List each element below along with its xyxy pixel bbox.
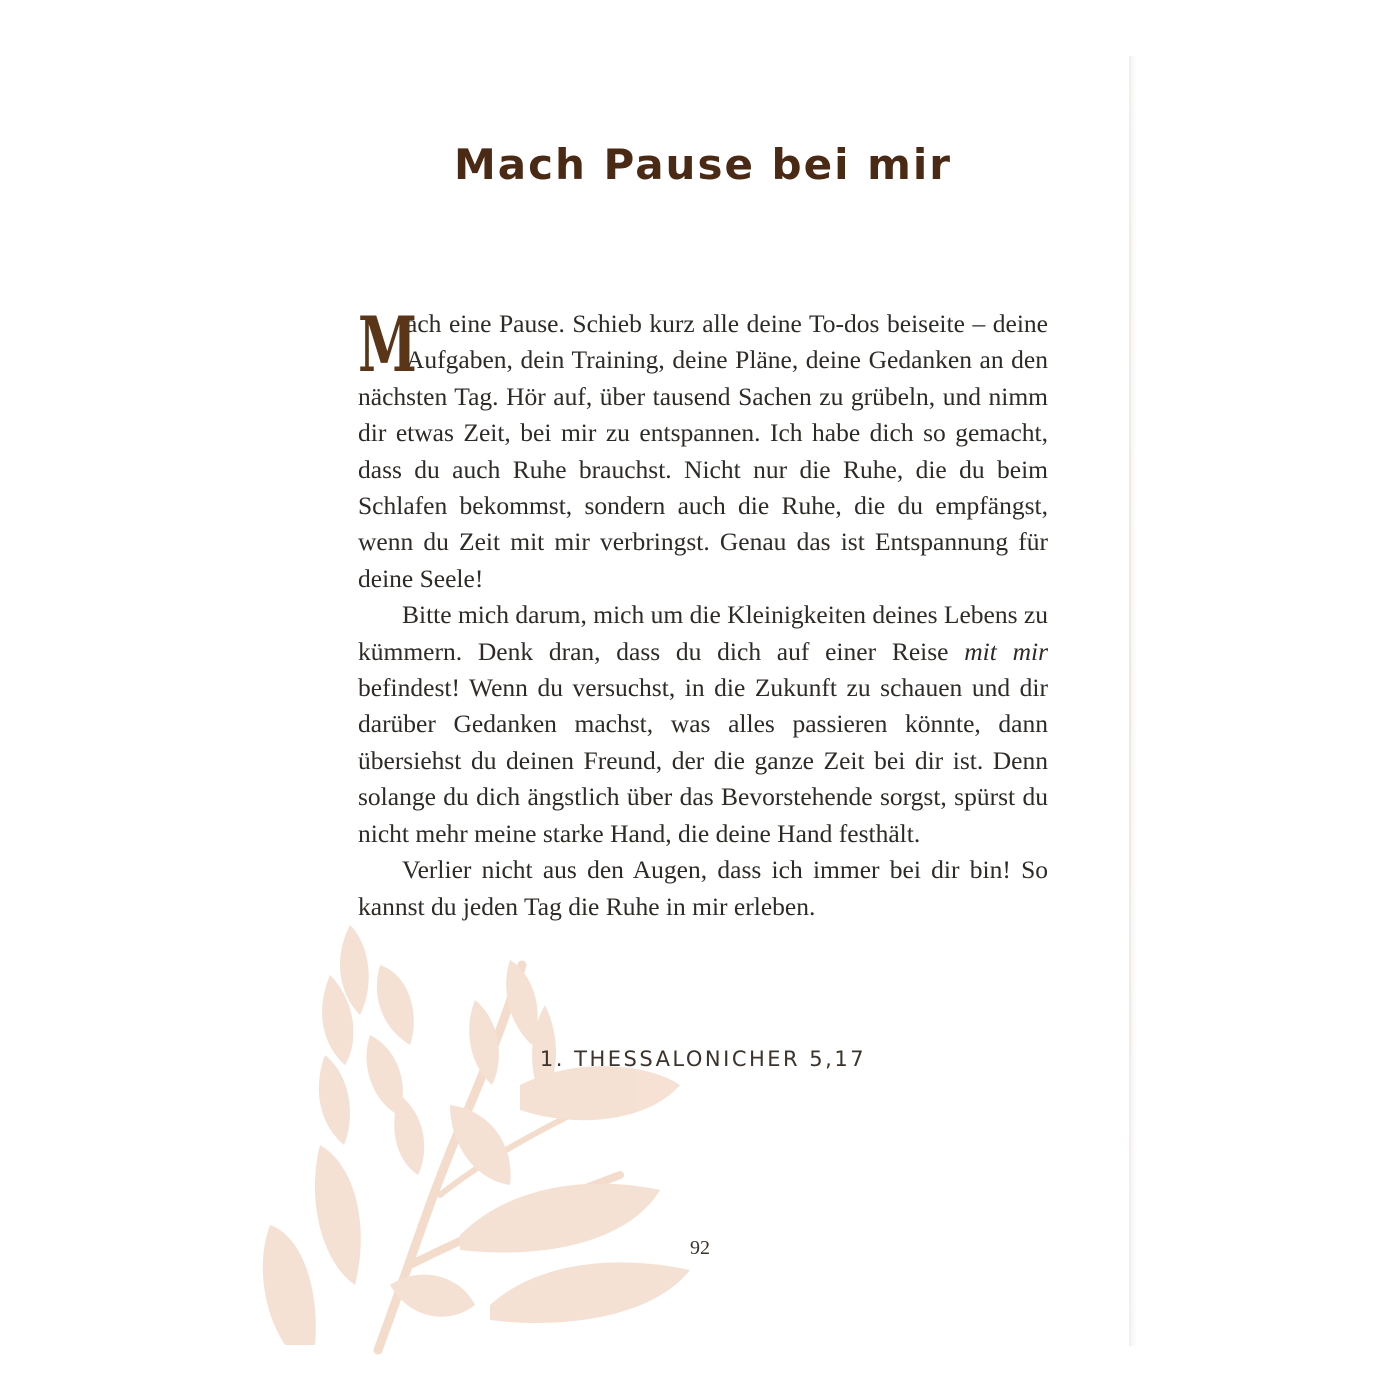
- page-number: 92: [690, 1237, 710, 1259]
- paragraph-1: [358, 300, 1048, 597]
- page-title: Mach Pause bei mir: [454, 140, 952, 189]
- paragraph-1-text: ach eine Pause. Schieb kurz alle deine To-dos beiseite – deine Aufgaben, dein Training, deine Pläne, deine Gedanken an den nächsten Tag. Hör auf, über tausend Sachen zu grübeln, und nimm dir etwas Zeit, bei mir zu entspannen. Ich habe dich so gemacht, dass du auch Ruhe brauchst. Nicht nur die Ruhe, die du beim Schlafen bekommst, sondern auch die Ruhe, die du empfängst, wenn du Zeit mit mir verbringst. Genau das ist Entspannung für deine Seele!: [358, 309, 1048, 593]
- paragraph-3: Verlier nicht aus den Augen, dass ich immer bei dir bin! So kannst du jeden Tag die Ruhe in mir erleben.: [358, 855, 1048, 921]
- page-edge-shade: [1131, 56, 1137, 1346]
- drop-cap: M: [358, 300, 417, 389]
- paragraph-2-emphasis: mit mir: [964, 636, 1048, 666]
- paragraph-2-text-before: Bitte mich darum, mich um die Kleinigkeiten deines Lebens zu kümmern. Denk dran, dass du dich auf einer Reise: [358, 600, 1048, 666]
- paragraph-2: [358, 597, 1048, 852]
- devotional-text: [358, 300, 1048, 925]
- paragraph-2-text-after: befindest! Wenn du versuchst, in die Zukunft zu schauen und dir darüber Gedanken machst, was alles passieren könnte, dann übersiehst du deinen Freund, der die ganze Zeit bei dir ist. Denn solange du dich ängstlich über das Bevorstehende sorgst, spürst du nicht mehr meine starke Hand, die deine Hand festhält.: [358, 673, 1048, 848]
- leaf-branch-icon: [260, 905, 700, 1355]
- scripture-reference: 1. THESSALONICHER 5,17: [539, 1047, 867, 1071]
